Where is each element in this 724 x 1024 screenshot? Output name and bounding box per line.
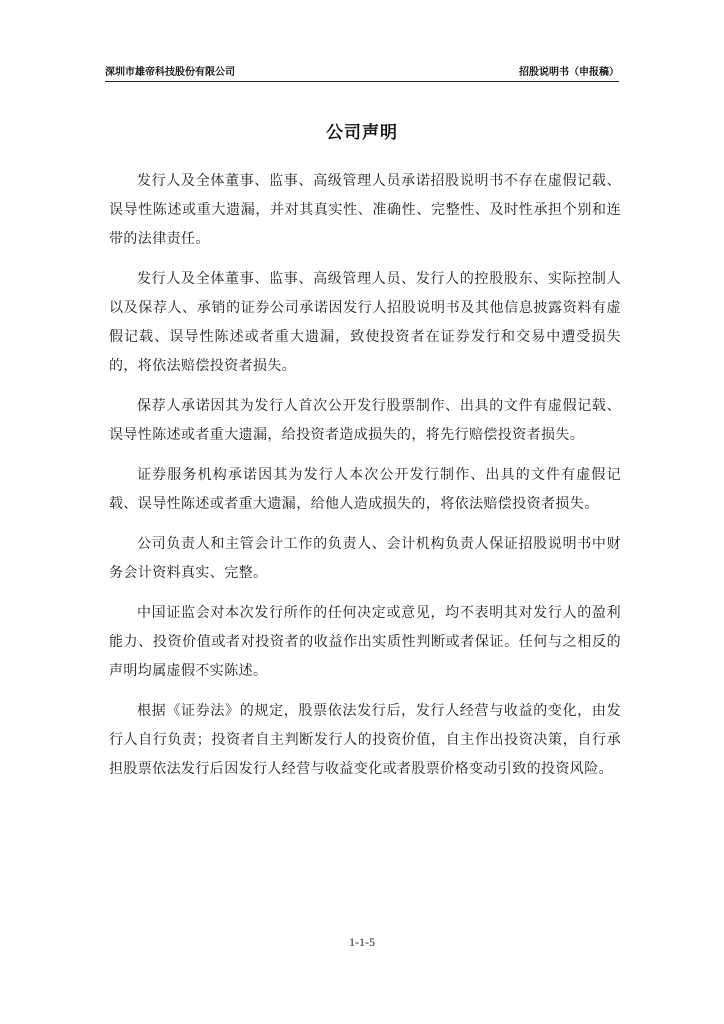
paragraph: 保荐人承诺因其为发行人首次公开发行股票制作、出具的文件有虚假记载、误导性陈述或者重大遗漏，给投资者造成损失的，将先行赔偿投资者损失。	[109, 398, 621, 443]
paragraph: 发行人及全体董事、监事、高级管理人员承诺招股说明书不存在虚假记载、误导性陈述或重大遗漏，并对其真实性、准确性、完整性、及时性承担个别和连带的法律责任。	[109, 173, 621, 247]
paragraph: 发行人及全体董事、监事、高级管理人员、发行人的控股股东、实际控制人以及保荐人、承销的证券公司承诺因发行人招股说明书及其他信息披露资料有虚假记载、误导性陈述或者重大遗漏，致使投资者在证券发行和交易中遭受损失的，将依法赔偿投资者损失。	[109, 271, 621, 374]
paragraph: 证券服务机构承诺因其为发行人本次公开发行制作、出具的文件有虚假记载、误导性陈述或者重大遗漏，给他人造成损失的，将依法赔偿投资者损失。	[109, 467, 621, 512]
page-title: 公司声明	[326, 123, 398, 143]
paragraph: 根据《证券法》的规定，股票依法发行后，发行人经营与收益的变化，由发行人自行负责；投资者自主判断发行人的投资价值，自主作出投资决策，自行承担股票依法发行后因发行人经营与收益变化或者股票价格变动引致的投资风险。	[109, 703, 621, 777]
header-company-name: 深圳市雄帝科技股份有限公司	[105, 67, 235, 78]
declaration-body	[109, 167, 621, 795]
page-number: 1-1-5	[349, 935, 375, 949]
header-document-title: 招股说明书（申报稿）	[519, 67, 619, 78]
paragraph: 中国证监会对本次发行所作的任何决定或意见，均不表明其对发行人的盈利能力、投资价值或者对投资者的收益作出实质性判断或者保证。任何与之相反的声明均属虚假不实陈述。	[109, 605, 621, 679]
paragraph: 公司负责人和主管会计工作的负责人、会计机构负责人保证招股说明书中财务会计资料真实、完整。	[109, 536, 621, 581]
page-header	[105, 58, 619, 82]
